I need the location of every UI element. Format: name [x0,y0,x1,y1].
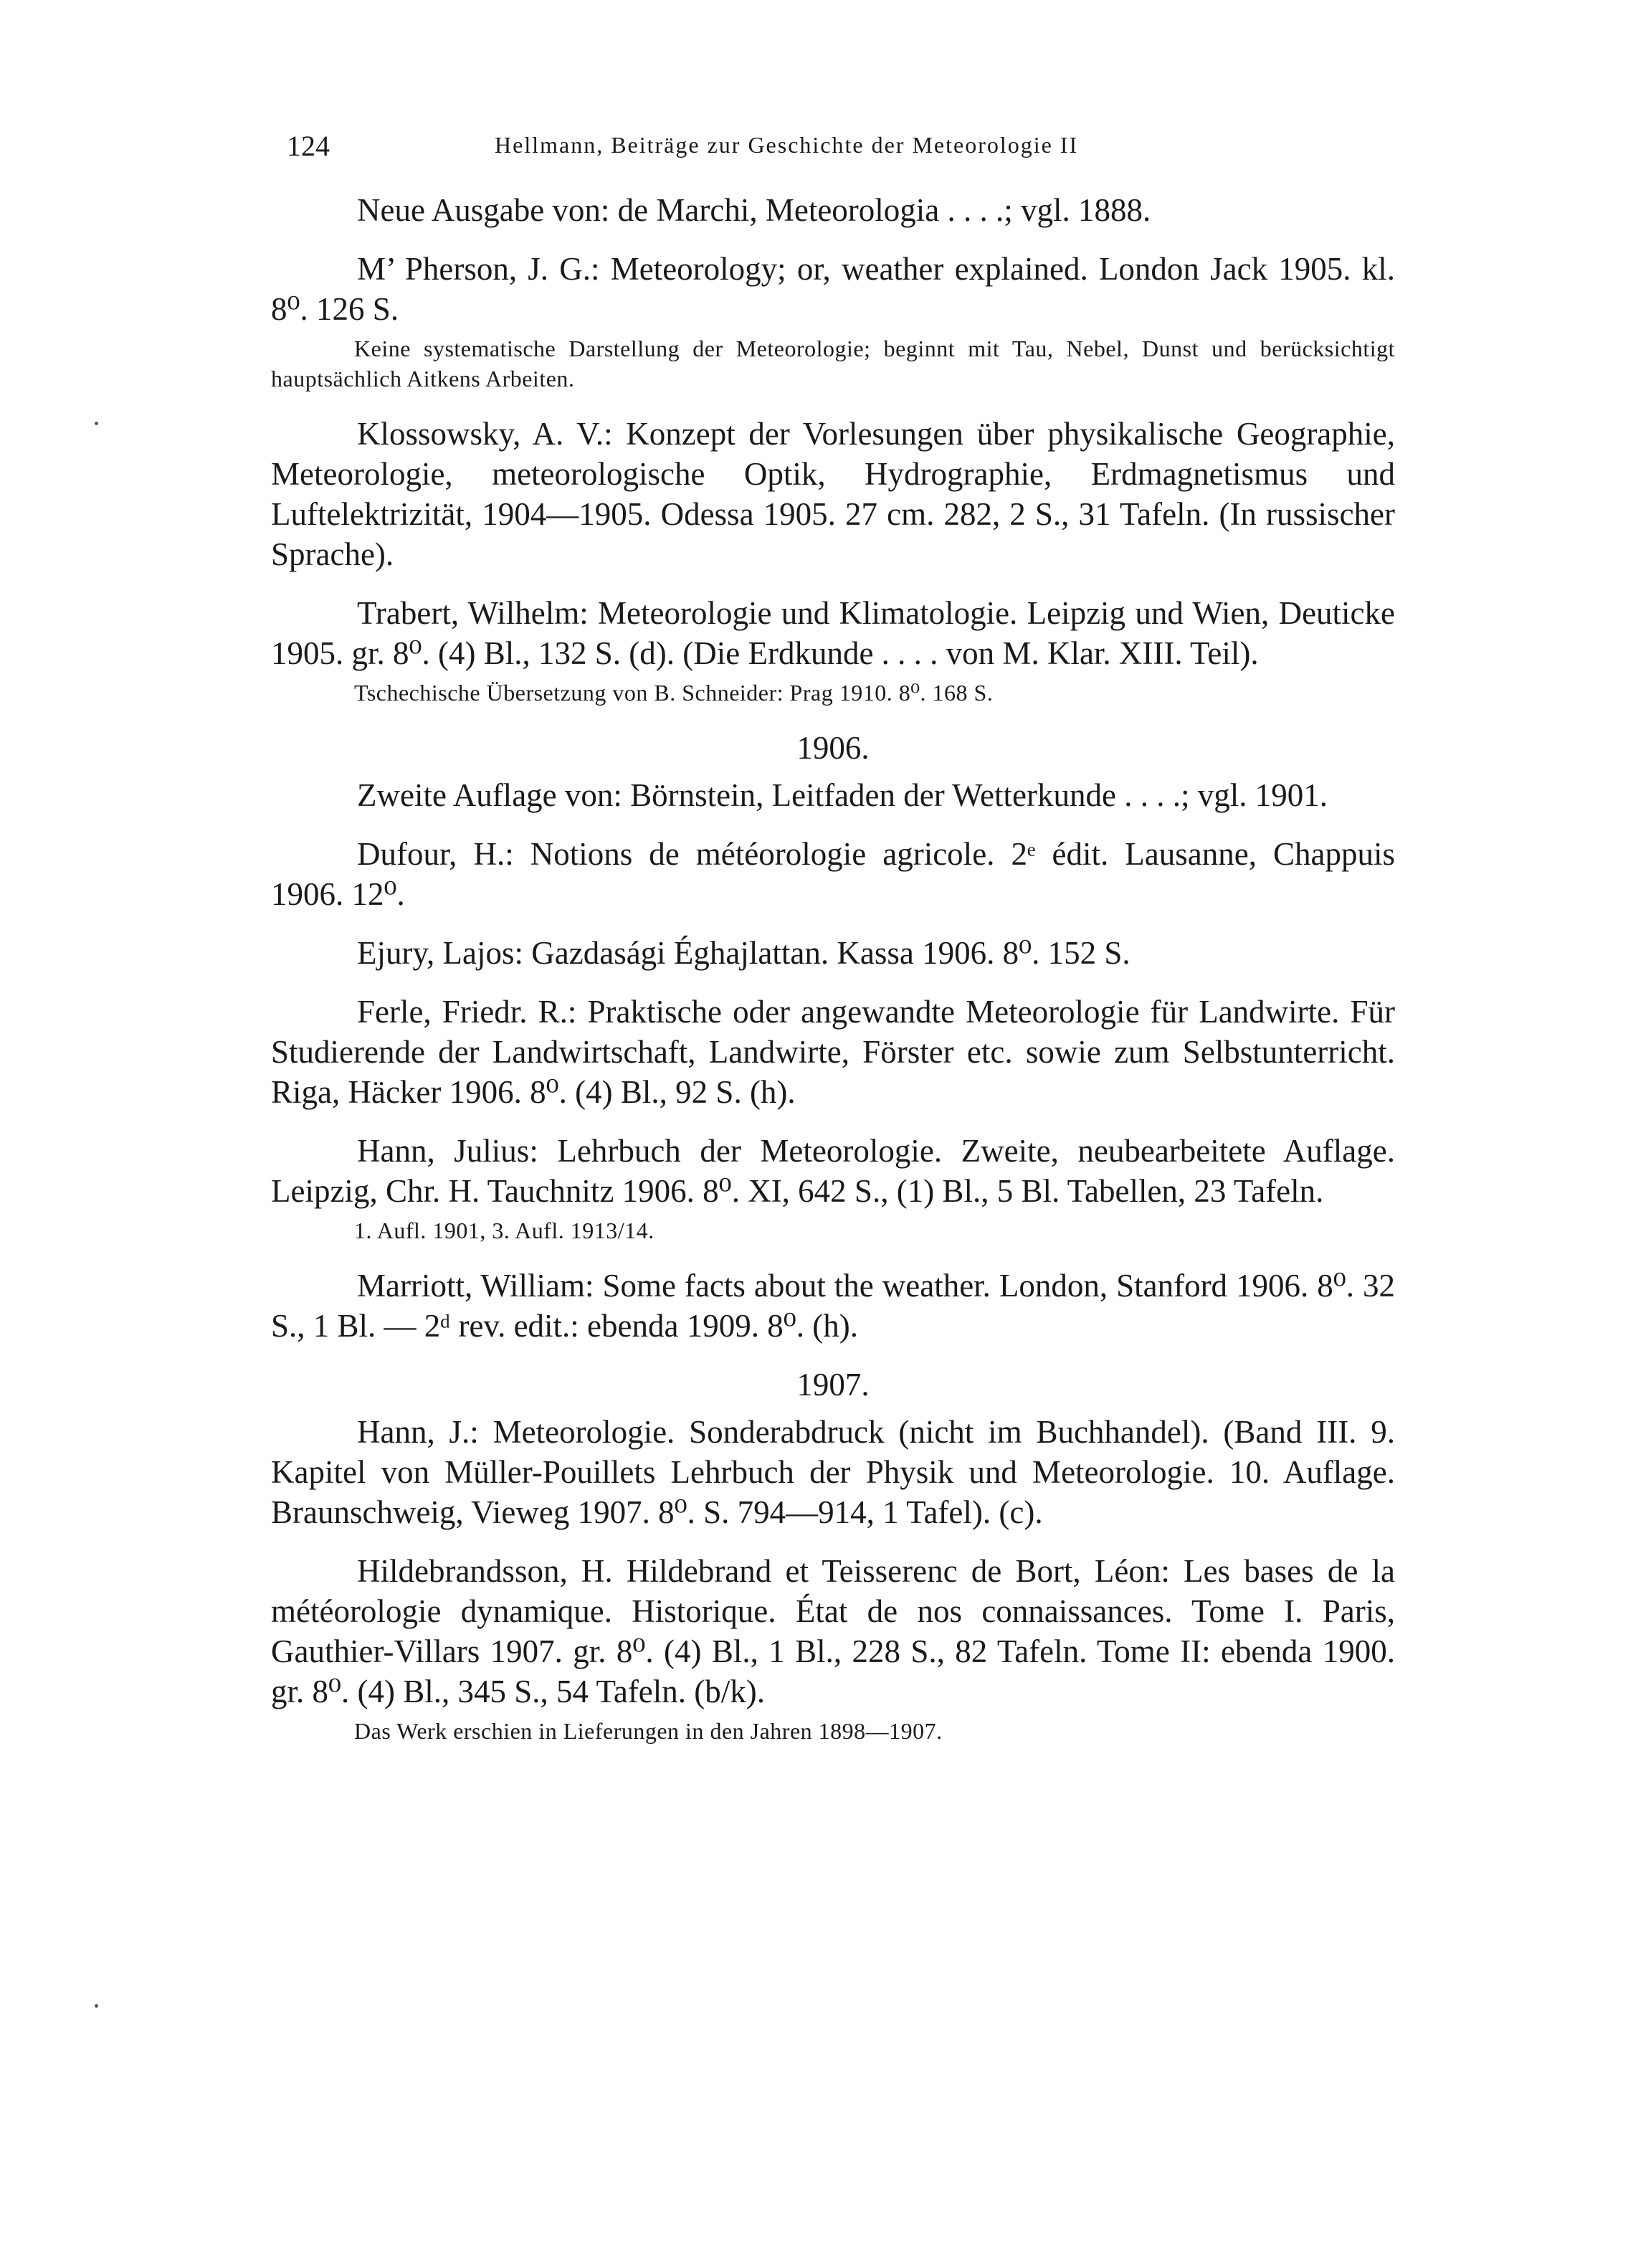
running-title: Hellmann, Beiträge zur Geschichte der Meteorologie II [495,132,1079,158]
entry-note: Das Werk erschien in Lieferungen in den Jahren 1898—1907. [354,1718,943,1744]
bibliography-entry: Zweite Auflage von: Börnstein, Leitfaden der Wetterkunde . . . .; vgl. 1901. [357,777,1328,813]
bibliography-entry: M’ Pherson, J. G.: Meteorology; or, weather explained. London Jack 1905. kl. 8⁰. 126 S. [271,251,1395,327]
bibliography-entry: Hildebrandsson, H. Hildebrand et Teisserenc de Bort, Léon: Les bases de la météorologie dynamique. Historique. État de nos connaissances. Tome I. Paris, Gauthier-Villars 1907. gr. 8⁰. (4) Bl., 1 Bl., 228 S., 82 Tafeln. Tome II: ebenda 1900. gr. 8⁰. (4) Bl., 345 S., 54 Tafeln. (b/k). [271,1553,1395,1709]
bibliography-entry: Hann, J.: Meteorologie. Sonderabdruck (nicht im Buchhandel). (Band III. 9. Kapitel von Müller-Pouillets Lehrbuch der Physik und Meteorologie. 10. Auflage. Braunschweig, Vieweg 1907. 8⁰. S. 794—914, 1 Tafel). (c). [271,1414,1395,1530]
bibliography-entry: Ferle, Friedr. R.: Praktische oder angewandte Meteorologie für Landwirte. Für Studierende der Landwirtschaft, Landwirte, Förster etc. sowie zum Selbstunterricht. Riga, Häcker 1906. 8⁰. (4) Bl., 92 S. (h). [271,994,1395,1110]
entry-note: Keine systematische Darstellung der Meteorologie; beginnt mit Tau, Nebel, Dunst und berücksichtigt hauptsächlich Aitkens Arbeiten. [271,336,1395,392]
bibliography-entry: Trabert, Wilhelm: Meteorologie und Klimatologie. Leipzig und Wien, Deuticke 1905. gr. 8⁰. (4) Bl., 132 S. (d). (Die Erdkunde . . . . von M. Klar. XIII. Teil). [271,595,1395,671]
entry-note: 1. Aufl. 1901, 3. Aufl. 1913/14. [354,1218,654,1243]
bibliography-entry: Dufour, H.: Notions de météorologie agricole. 2ᵉ édit. Lausanne, Chappuis 1906. 12⁰. [271,836,1395,912]
bibliography-body [271,190,1395,1766]
scan-speck [95,2004,98,2008]
bibliography-entry: Ejury, Lajos: Gazdasági Éghajlattan. Kassa 1906. 8⁰. 152 S. [357,935,1130,971]
page-header [287,129,1412,172]
bibliography-entry: Hann, Julius: Lehrbuch der Meteorologie. Zweite, neubearbeitete Auflage. Leipzig, Chr. H. Tauchnitz 1906. 8⁰. XI, 642 S., (1) Bl., 5 Bl. Tabellen, 23 Tafeln. [271,1133,1395,1209]
year-heading: 1906. [796,730,870,766]
page-number: 124 [287,130,330,162]
bibliography-entry: Klossowsky, A. V.: Konzept der Vorlesungen über physikalische Geographie, Meteorologie, meteorologische Optik, Hydrographie, Erdmagnetismus und Luftelektrizität, 1904—1905. Odessa 1905. 27 cm. 282, 2 S., 31 Tafeln. (In russischer Sprache). [271,416,1395,572]
year-heading: 1907. [796,1367,870,1403]
bibliography-entry: Marriott, William: Some facts about the weather. London, Stanford 1906. 8⁰. 32 S., 1 Bl. — 2ᵈ rev. edit.: ebenda 1909. 8⁰. (h). [271,1268,1395,1344]
entry-note: Tschechische Übersetzung von B. Schneider: Prag 1910. 8⁰. 168 S. [354,680,994,706]
bibliography-entry: Neue Ausgabe von: de Marchi, Meteorologia . . . .; vgl. 1888. [357,192,1151,228]
scan-speck [95,422,98,425]
